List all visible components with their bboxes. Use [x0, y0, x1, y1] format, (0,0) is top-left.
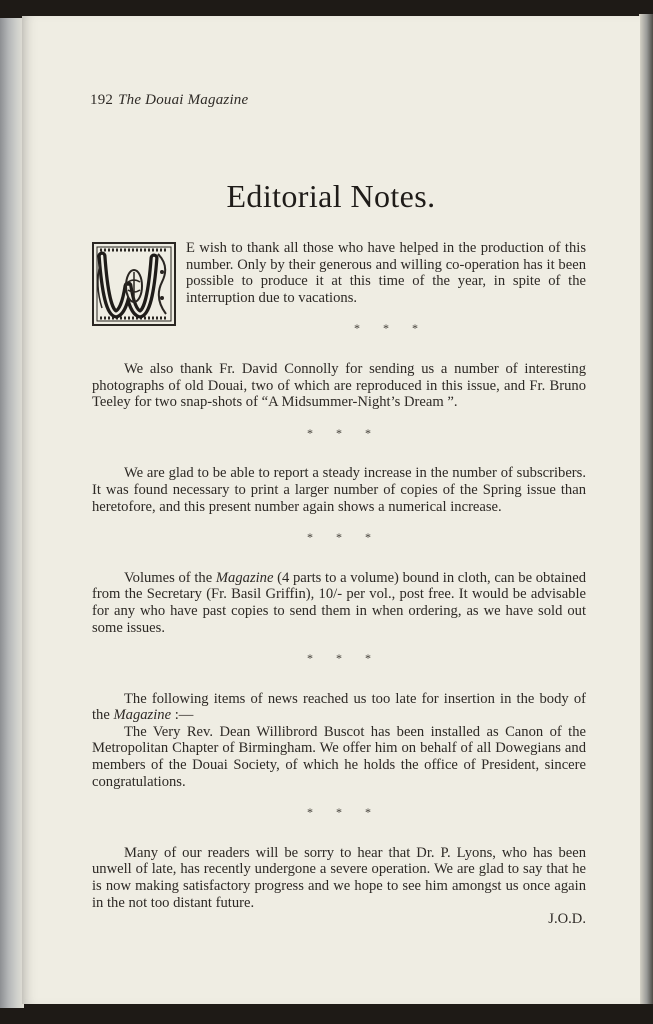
article-title: Editorial Notes. [226, 178, 436, 214]
section-separator: * * * [354, 321, 418, 336]
section-separator: * * * [307, 530, 371, 545]
magazine-title: The Douai Magazine [118, 92, 249, 108]
page-number: 192 [90, 92, 114, 108]
paragraph-lyons: Many of our readers will be sorry to hear that Dr. P. Lyons, who has been unwell of late, has recently undergone a severe operation. We are glad to say that he is now making satisfactory progress and we hope to see him amongst us once again in the not too distant future. [92, 844, 586, 911]
book-spine-left [0, 18, 24, 1008]
paragraph-intro-text: E wish to thank all those who have helped in the production of this number. Only by their generous and willing co-operation has it been possible to produce it at this time of the year, in spite of the interruption due to vacations. [186, 240, 586, 306]
page-sheet [22, 16, 640, 1004]
paragraph-intro [92, 240, 586, 306]
section-separator: * * * [307, 805, 371, 820]
news-text-a: The following items of news reached us too late for insertion in the body of the [92, 690, 586, 724]
running-head [90, 92, 248, 109]
news-text-b: :— [171, 707, 194, 724]
volumes-text-b: (4 parts to a volume) bound in cloth, can be obtained from the Secretary (Fr. Basil Griffin), 10/- per vol., post free. It would be advisable for any who have past copies to send them in when ordering, as we have sold out some issues. [92, 569, 586, 636]
ornamental-drop-cap-icon [92, 242, 176, 326]
paragraph-canon: The Very Rev. Dean Willibrord Buscot has been installed as Canon of the Metropolitan Chapter of Birmingham. We offer him on behalf of all Dowegians and members of the Douai Society, of which he holds the office of President, sincere congratulations. [92, 723, 586, 790]
book-edge-right [639, 14, 653, 1004]
author-signature: J.O.D. [548, 911, 586, 928]
article-body [92, 240, 586, 928]
volumes-text-a: Volumes of the [124, 569, 216, 586]
section-separator: * * * [307, 425, 371, 440]
paragraph-news-intro [92, 691, 586, 724]
news-magazine-italic: Magazine [113, 707, 172, 724]
paragraph-photographs: We also thank Fr. David Connolly for sending us a number of interesting photographs of old Douai, two of which are reproduced in this issue, and Fr. Bruno Teeley for two snap-shots of “A Midsummer-Night’s Dream ”. [92, 360, 586, 411]
paragraph-subscribers: We are glad to be able to report a steady increase in the number of subscribers. It was found necessary to print a larger number of copies of the Spring issue than heretofore, and this present number again shows a numerical increase. [92, 465, 586, 515]
drop-cap-letter: W [176, 242, 177, 243]
volumes-magazine-italic: Magazine [215, 569, 274, 586]
section-separator: * * * [307, 651, 371, 666]
paragraph-volumes [92, 570, 586, 636]
